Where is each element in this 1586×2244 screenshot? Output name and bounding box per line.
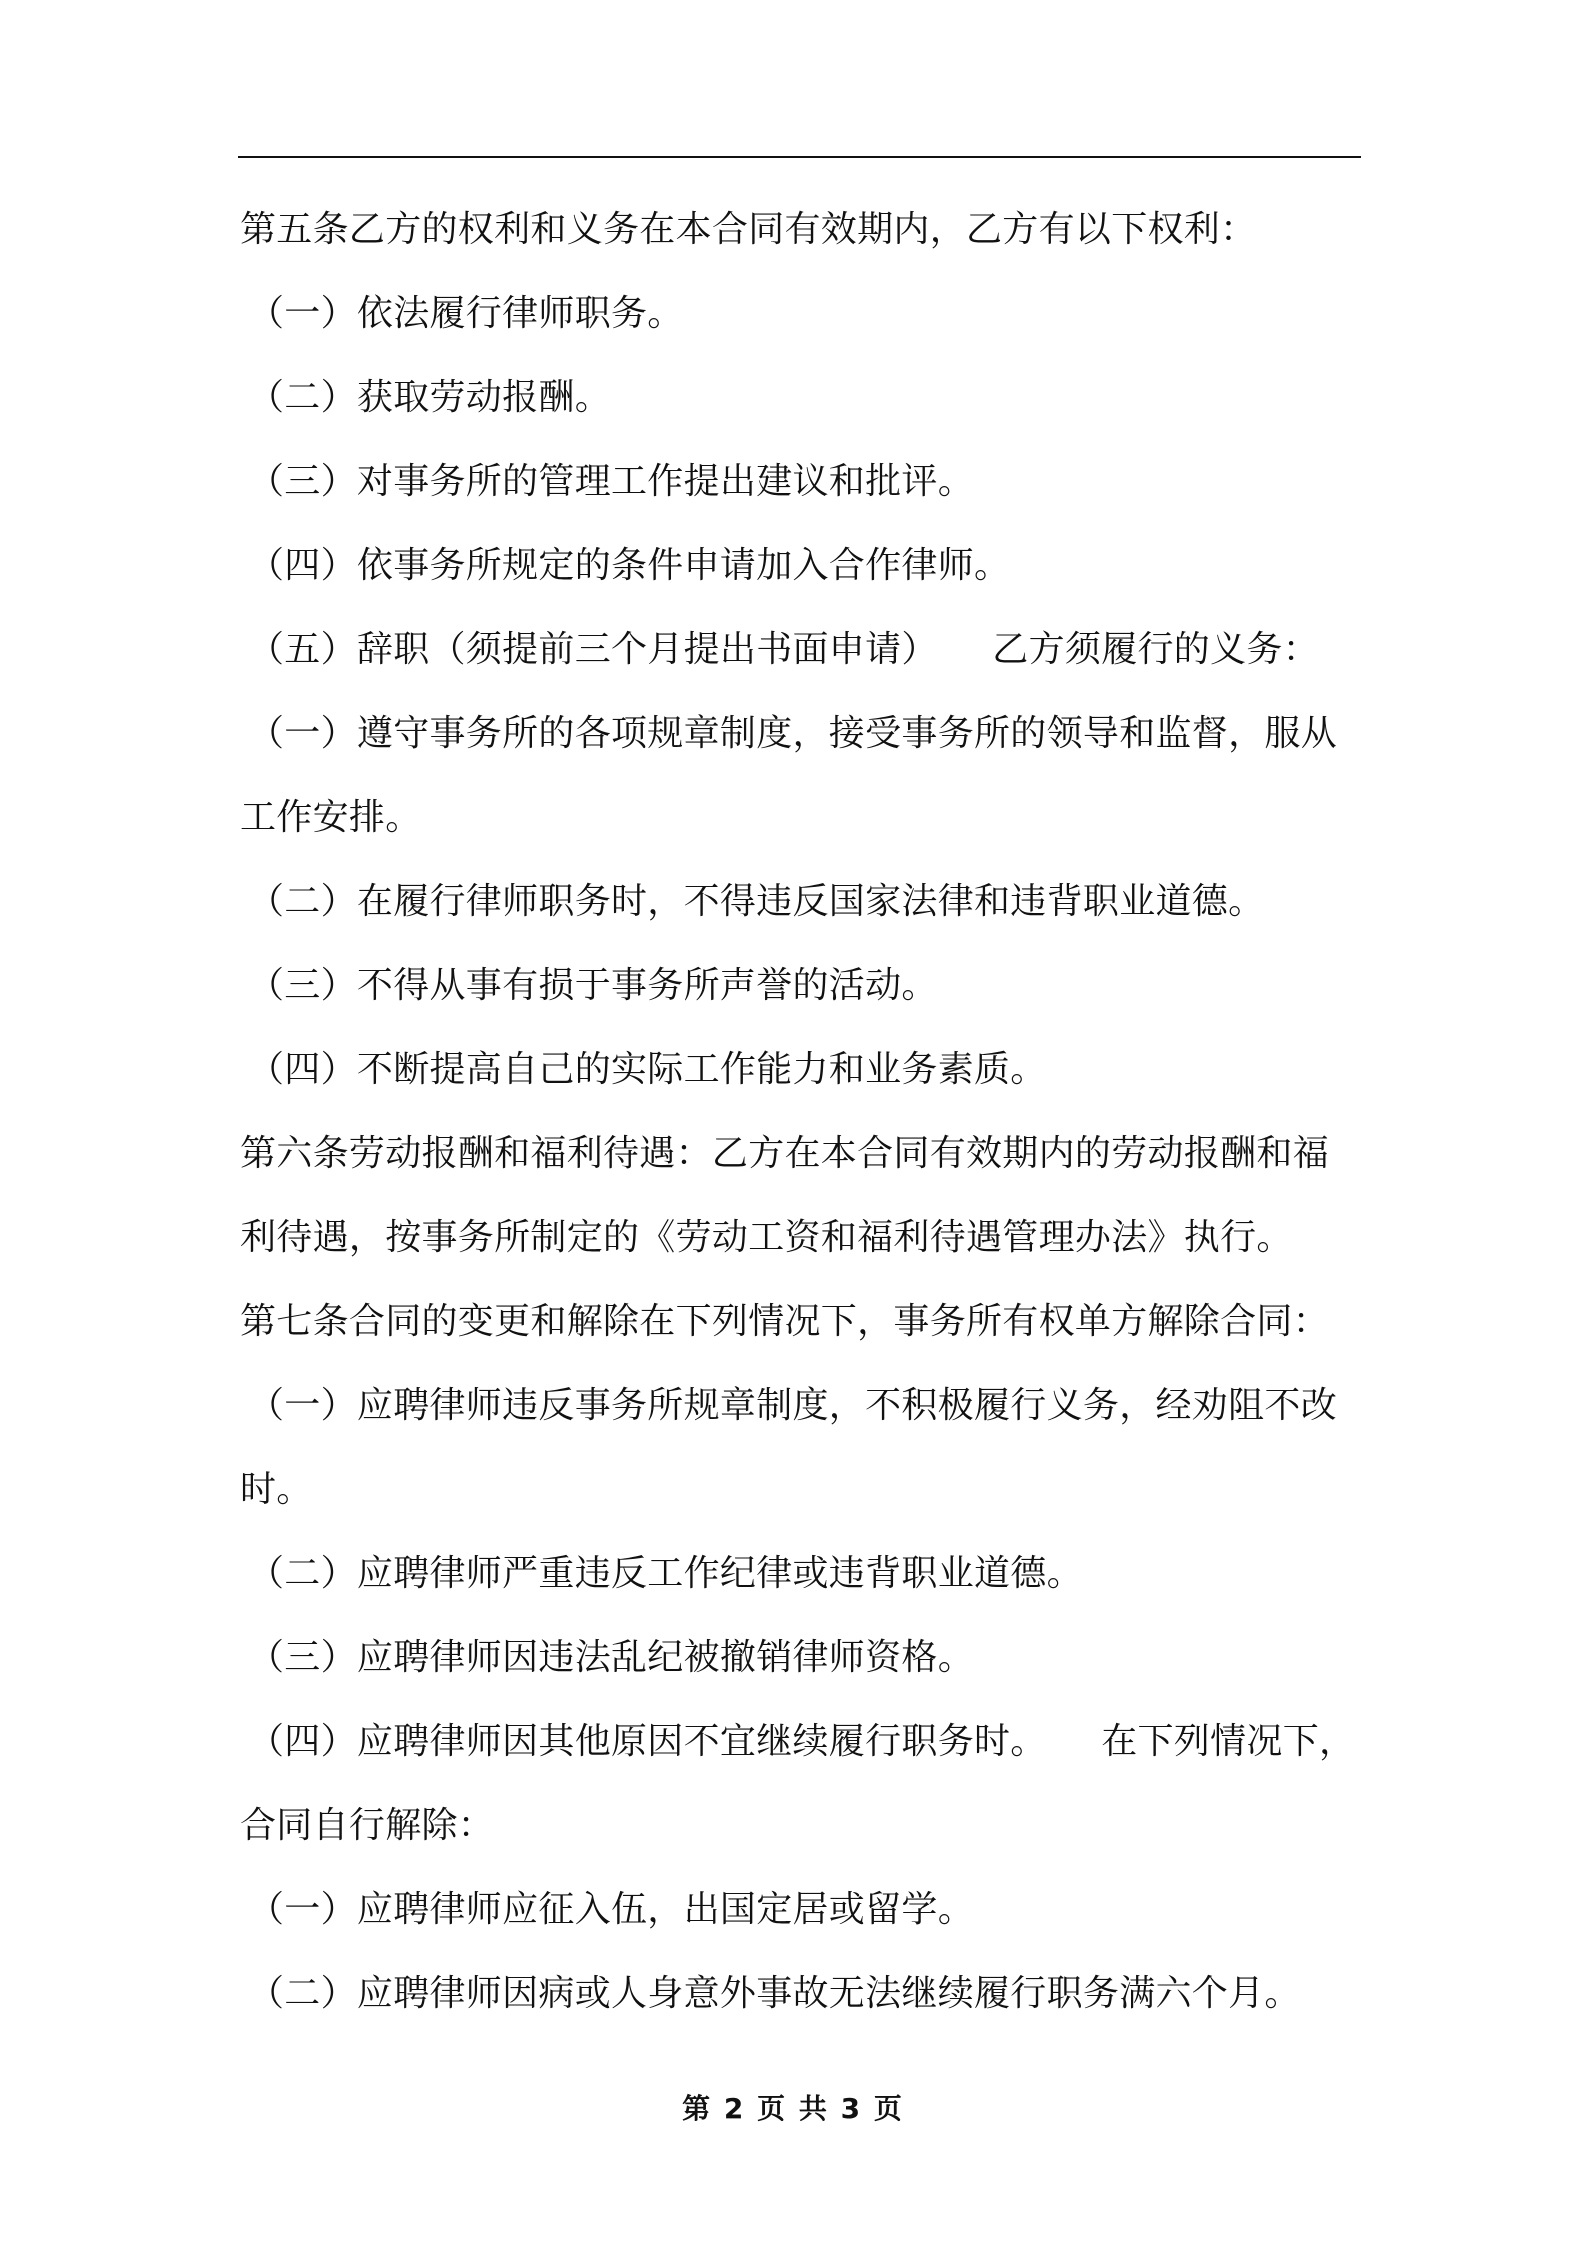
- document-body: [240, 188, 1360, 2036]
- paragraph-line: （三）应聘律师因违法乱纪被撤销律师资格。: [248, 1637, 975, 1678]
- paragraph-line: （一）应聘律师应征入伍，出国定居或留学。: [248, 1889, 975, 1930]
- paragraph-line: 第五条乙方的权利和义务在本合同有效期内，乙方有以下权利：: [240, 209, 1257, 250]
- paragraph-line: （二）应聘律师严重违反工作纪律或违背职业道德。: [248, 1553, 1083, 1594]
- paragraph-line: （四）依事务所规定的条件申请加入合作律师。: [248, 545, 1011, 586]
- paragraph-line: （二）获取劳动报酬。: [248, 377, 612, 418]
- paragraph-line: （四）应聘律师因其他原因不宜继续履行职务时。 在下列情况下，: [248, 1721, 1356, 1762]
- paragraph-line: （一）应聘律师违反事务所规章制度，不积极履行义务，经劝阻不改: [248, 1385, 1338, 1426]
- paragraph-line: 时。: [240, 1469, 313, 1510]
- paragraph-line: （一）遵守事务所的各项规章制度，接受事务所的领导和监督，服从: [248, 713, 1338, 754]
- paragraph-line: （四）不断提高自己的实际工作能力和业务素质。: [248, 1049, 1047, 1090]
- paragraph-line: 第七条合同的变更和解除在下列情况下，事务所有权单方解除合同：: [240, 1301, 1330, 1342]
- header-rule: [238, 156, 1361, 158]
- page-number: 第 2 页 共 3 页: [682, 2092, 904, 2125]
- paragraph-line: （二）在履行律师职务时，不得违反国家法律和违背职业道德。: [248, 881, 1265, 922]
- paragraph-line: （三）对事务所的管理工作提出建议和批评。: [248, 461, 975, 502]
- paragraph-line: （一）依法履行律师职务。: [248, 293, 684, 334]
- paragraph-line: 利待遇，按事务所制定的《劳动工资和福利待遇管理办法》执行。: [240, 1217, 1293, 1258]
- paragraph-line: 合同自行解除：: [240, 1805, 495, 1846]
- paragraph-line: （五）辞职（须提前三个月提出书面申请） 乙方须履行的义务：: [248, 629, 1320, 670]
- paragraph-line: （三）不得从事有损于事务所声誉的活动。: [248, 965, 938, 1006]
- paragraph-line: 工作安排。: [240, 797, 422, 838]
- paragraph-line: 第六条劳动报酬和福利待遇：乙方在本合同有效期内的劳动报酬和福: [240, 1133, 1330, 1174]
- paragraph-line: （二）应聘律师因病或人身意外事故无法继续履行职务满六个月。: [248, 1973, 1301, 2014]
